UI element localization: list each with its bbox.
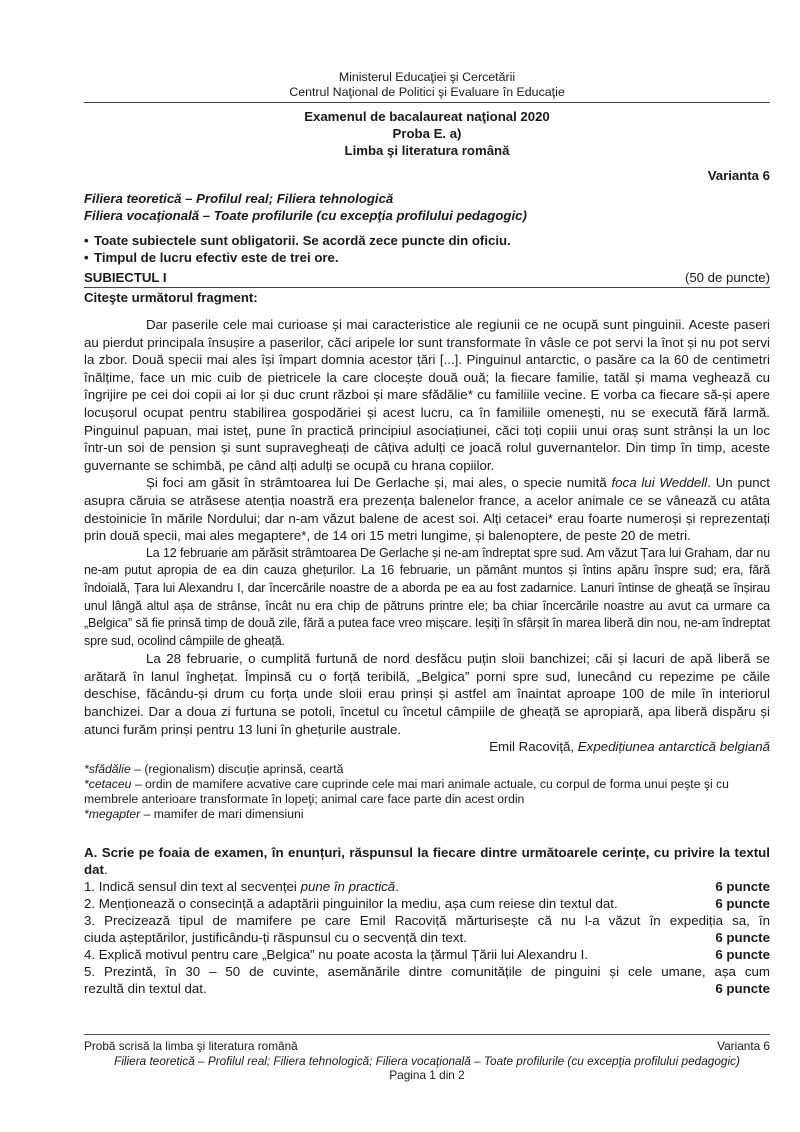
author-name: Emil Racoviță,: [489, 739, 578, 755]
note-term: *sfădălie: [84, 761, 131, 776]
fragment-paragraph-3: La 12 februarie am părăsit strâmtoarea De Gerlache și ne-am îndreptat spre sud. Am văzut Țara lui Graham, dar nu ne-am putut apropia de ea din cauza ghețurilor. La 16 februarie, un pământ muntos și întins apăru înspre sud; era, fără îndoială, Țara lui Alexandru I, dar încercările noastre de a aborda pe ea au fost zadarnice. Lanuri întinse de gheață se înșirau unul lângă altul așa de strânse, încât nu era chip de pătruns printre ele; ba chiar încercările noastre au avut ca urmare ca „Belgica” să fie prinsă timp de două zile, fără a putea face vreo mișcare. Ieșiți în sfârșit în marea liberă din nou, ne-am îndreptat spre sud, ocolind câmpiile de gheață.: [84, 545, 770, 648]
bullet-icon: •: [84, 250, 89, 265]
fragment-paragraph-1: Dar paserile cele mai curioase și mai caracteristice ale regiunii ce ne ocupă sunt pinguinii. Aceste paseri au pierdut principala însușire a paserilor, căci aripele lor sunt transformate în vâsle ce pot servi la înot și nu pot servi la zbor. Două specii mai ales își împart domnia acestor țări [...]. Pinguinul antarctic, o pasăre ca la 60 de centimetri înălțime, face un mic cuib de pietricele la care clocește două ouă; la fiecare familie, tatăl și mama veghează cu îngrijire pe cei doi copii ai lor și duc crunt război și mare sfădălie* cu familiile vecine. E vorba ca fiecare să-și apere locușorul ocupat pentru stabilirea gospodăriei și acest lucru, ca în familiile omenești, nu se execută fără larmă. Pinguinul papuan, mai isteț, pune în practică principiul asociațiunei, căci toți copiii unui oraș sunt strânși la un loc într-un soi de pension și sunt supravegheați de câțiva adulți ce joacă rolul guvernantelor. Din timp în timp, aceste guvernante se schimbă, pe când alți adulți se ocupă cu hrana copiilor.: [84, 317, 770, 473]
fragment-source: [84, 738, 770, 756]
q1-italic: pune în practică: [300, 878, 396, 894]
glossary-note: [84, 807, 770, 822]
fragment-paragraph-2: [84, 474, 770, 544]
question-points: 6 puncte: [715, 980, 770, 996]
read-instruction: Citeşte următorul fragment:: [84, 290, 258, 305]
exam-title-block: [84, 108, 770, 159]
fragment-paragraph-4: La 28 februarie, o cumplită furtună de nord desfăcu puțin sloii banchizei; căi și lacuri de apă liberă se arătară în lanul înghețat. Împinsă cu o forță teribilă, „Belgica” porni spre sud, lunecând cu repezime pe căile deschise, făcându-și drum cu forța unde sloii erau prinși și astfel am înaintat aproape 100 de mile în interiorul banchizei. Dar a doua zi furtuna se potoli, încetul cu încetul câmpiile de gheață se apropiară, apa liberă dispăru și atunci furăm prinși pentru 13 luni în ghețurile australe.: [84, 651, 770, 737]
italic-term: foca lui Weddell: [611, 475, 708, 491]
text-fragment: [84, 316, 770, 756]
filiera-line-1: Filiera teoretică – Profilul real; Filiera tehnologică: [84, 191, 394, 206]
questions-list: [84, 878, 770, 997]
question-2: [84, 895, 770, 912]
header-divider: [84, 102, 770, 103]
paragraph-text: Și foci am găsit în strâmtoarea lui De Gerlache și, mai ales, o specie numită: [146, 475, 612, 491]
exam-subject: Limba şi literatura română: [344, 143, 510, 158]
section-a-text: A. Scrie pe foaia de examen, în enunțuri, răspunsul la fiecare dintre următoarele cerințe, cu privire la textul dat: [84, 844, 770, 877]
note-term: *megapter: [84, 806, 141, 821]
filiera-line-2: Filiera vocaţională – Toate profilurile (cu excepţia profilului pedagogic): [84, 208, 527, 223]
question-last-line: [84, 980, 770, 997]
exam-proba: Proba E. a): [392, 126, 462, 141]
glossary-note: [84, 762, 770, 777]
question-text: 2. Menționează o consecință a adaptării pinguinilor la mediu, așa cum reiese din textul dat.: [84, 895, 618, 911]
note-definition: – (regionalism) discuție aprinsă, ceartă: [130, 761, 344, 776]
glossary-notes: [84, 762, 770, 822]
paragraph-text: . Un punct asupra căruia se atrăsese atenția noastră era prezența balenelor france, a acelor animale ce se vânează cu atâta destoinicie în mările Nordului; dar n-am văzut balene de acest soi. Alți cetacei* erau foarte numeroși și reprezentați prin două specii, mai ales megaptere*, de 14 ori 15 metri lungime, și balenoptere, de peste 20 de metri.: [84, 475, 770, 544]
instruction-text: Toate subiectele sunt obligatorii. Se acordă zece puncte din oficiu.: [94, 233, 511, 248]
question-text-line: ciuda așteptărilor, justificându-ți răspunsul cu o secvență din text.: [84, 929, 467, 945]
footer-filiera: Filiera teoretică – Profilul real; Filiera tehnologică; Filiera vocaţională – Toate profilurile (cu excepţia profilului pedagogic): [114, 1053, 740, 1068]
footer-exam-name: Probă scrisă la limba şi literatura română: [84, 1039, 298, 1053]
note-term: *cetaceu: [84, 776, 132, 791]
question-1: [84, 878, 770, 895]
ministry-name: Ministerul Educaţiei şi Cercetării: [338, 70, 516, 84]
page-footer: [84, 1034, 770, 1083]
subject-header: [84, 269, 770, 288]
question-points: 6 puncte: [715, 878, 770, 894]
q1-text: 1. Indică sensul din text al secvenței: [84, 878, 301, 894]
note-definition: – ordin de mamifere acvative care cuprinde cele mai mari animale actuale, cu corpul de forma unui peşte şi cu membrele anterioare transformate în lopeţi; animal care face parte din acest ordin: [84, 776, 729, 806]
question-text: [84, 878, 399, 895]
section-a-period: .: [103, 861, 108, 877]
instruction-item: [84, 232, 770, 249]
page-number: Pagina 1 din 2: [389, 1068, 465, 1082]
question-3: [84, 912, 770, 946]
instructions-list: [84, 232, 770, 266]
question-points: 6 puncte: [715, 946, 770, 962]
filiera-block: [84, 190, 770, 224]
question-points: 6 puncte: [715, 895, 770, 911]
glossary-note: [84, 777, 770, 807]
section-a-heading: [84, 844, 770, 878]
footer-variant: Varianta 6: [717, 1039, 770, 1053]
question-last-line: [84, 929, 770, 946]
question-points: 6 puncte: [715, 929, 770, 945]
question-text: 4. Explică motivul pentru care „Belgica” nu poate acosta la țărmul Țării lui Alexandru I.: [84, 946, 589, 962]
question-text-line: rezultă din textul dat.: [84, 980, 207, 996]
note-definition: – mamifer de mari dimensiuni: [140, 806, 304, 821]
bullet-icon: •: [84, 233, 89, 248]
q1-period: .: [395, 878, 399, 894]
instruction-text: Timpul de lucru efectiv este de trei ore.: [94, 250, 339, 265]
instruction-item: [84, 249, 770, 266]
question-5: [84, 963, 770, 997]
exam-page: [84, 70, 770, 997]
question-4: [84, 946, 770, 963]
footer-row: [84, 1039, 770, 1054]
exam-title: Examenul de bacalaureat naţional 2020: [304, 109, 550, 124]
work-title: Expedițiunea antarctică belgiană: [577, 739, 770, 755]
subject-points: (50 de puncte): [684, 270, 770, 285]
question-text-line: 3. Precizează tipul de mamifere pe care Emil Racoviță mărturisește că nu l-a văzut în expediția sa, în: [84, 912, 770, 928]
question-text-line: 5. Prezintă, în 30 – 50 de cuvinte, asemănările dintre comunitățile de pinguini și cele umane, așa cum: [84, 963, 770, 979]
center-name: Centrul Naţional de Politici şi Evaluare în Educaţie: [289, 85, 565, 99]
subject-label: SUBIECTUL I: [84, 270, 167, 285]
variant-label: Varianta 6: [707, 168, 770, 183]
